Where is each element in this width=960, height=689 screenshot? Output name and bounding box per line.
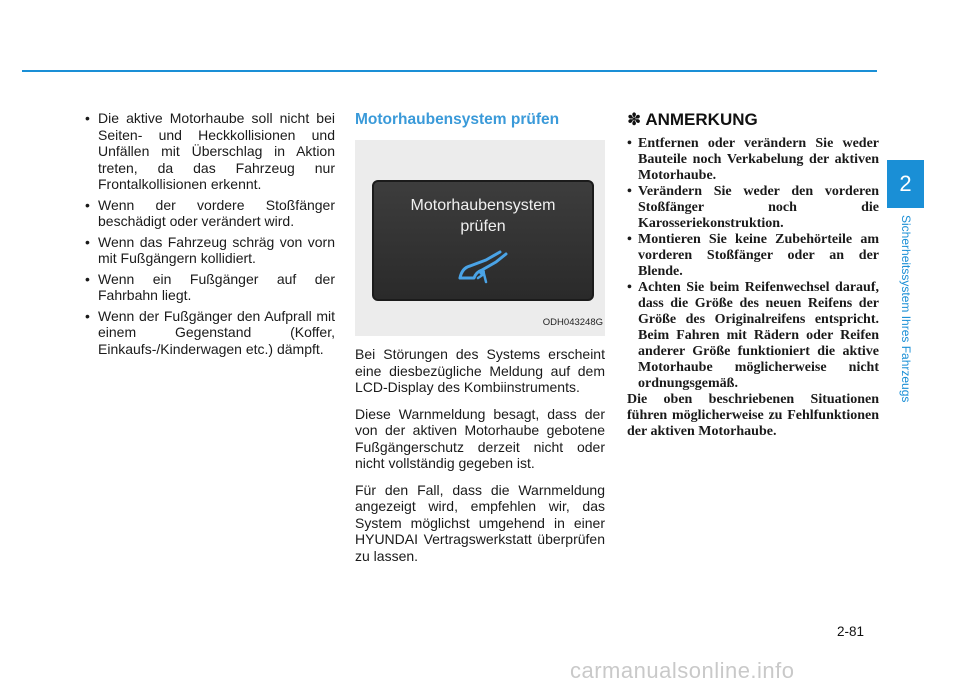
note-closing: Die oben beschriebenen Situationen führen möglicherweise zu Fehlfunktionen der aktiven Motorhaube. xyxy=(627,392,879,439)
list-item: • Wenn das Fahrzeug schräg von vorn mit Fußgängern kollidiert. xyxy=(80,234,335,267)
lcd-message xyxy=(374,195,592,237)
list-item: • Die aktive Motorhaube soll nicht bei Seiten- und Heckkollisionen und Unfällen mit Überschlag in Aktion treten, da das Fahrzeug nur Frontalkollisionen erkennt. xyxy=(80,110,335,193)
note-heading: ✽ ANMERKUNG xyxy=(627,110,758,129)
list-item: • Entfernen oder verändern Sie weder Bauteile noch Verkabelung der aktiven Motorhaube. xyxy=(627,136,879,184)
list-item: • Wenn ein Fußgänger auf der Fahrbahn liegt. xyxy=(80,271,335,304)
figure-code: ODH043248G xyxy=(542,316,603,328)
column-middle xyxy=(355,110,605,564)
list-item: • Wenn der Fußgänger den Aufprall mit einem Gegenstand (Koffer, Einkaufs-/Kinderwagen etc.) dämpft. xyxy=(80,308,335,358)
bullet-list xyxy=(80,110,335,357)
paragraph: Für den Fall, dass die Warnmeldung angezeigt wird, empfehlen wir, das System möglichst umgehend in einer HYUNDAI Vertragswerkstatt überprüfen zu lassen. xyxy=(355,481,605,564)
paragraph: Diese Warnmeldung besagt, dass der von der aktiven Motorhaube gebotene Fußgängerschutz derzeit nicht oder nicht vollständig gegeben ist. xyxy=(355,405,605,471)
chapter-title: Sicherheitssystem Ihres Fahrzeugs xyxy=(899,215,913,403)
header-rule xyxy=(22,70,877,72)
watermark: carmanualsonline.info xyxy=(570,658,795,683)
note-list xyxy=(627,136,879,392)
column-left xyxy=(80,110,335,361)
lcd-message-line1: Motorhaubensystem xyxy=(410,197,556,214)
chapter-tab: 2 xyxy=(887,160,924,208)
list-item: • Achten Sie beim Reifenwechsel darauf, dass die Größe des neuen Reifens der Größe des Originalreifens entspricht. Beim Fahren mit Rädern oder Reifen anderer Größe funktioniert die aktive Motorhaube möglicherweise nicht ordnungsgemäß. xyxy=(627,280,879,392)
lcd-message-line2: prüfen xyxy=(460,218,506,235)
list-item: • Wenn der vordere Stoßfänger beschädigt oder verändert wird. xyxy=(80,197,335,230)
list-item: • Montieren Sie keine Zubehörteile am vorderen Stoßfänger oder an der Blende. xyxy=(627,232,879,280)
lcd-screen xyxy=(372,180,594,301)
section-heading: Motorhaubensystem prüfen xyxy=(355,111,560,128)
paragraph: Bei Störungen des Systems erscheint eine diesbezügliche Meldung auf dem LCD-Display des Kombiinstruments. xyxy=(355,346,605,395)
hood-warning-icon xyxy=(456,248,512,286)
column-right xyxy=(627,110,879,440)
display-figure xyxy=(355,140,605,336)
list-item: • Verändern Sie weder den vorderen Stoßfänger noch die Karosseriekonstruktion. xyxy=(627,184,879,232)
page-number: 2-81 xyxy=(837,624,865,639)
